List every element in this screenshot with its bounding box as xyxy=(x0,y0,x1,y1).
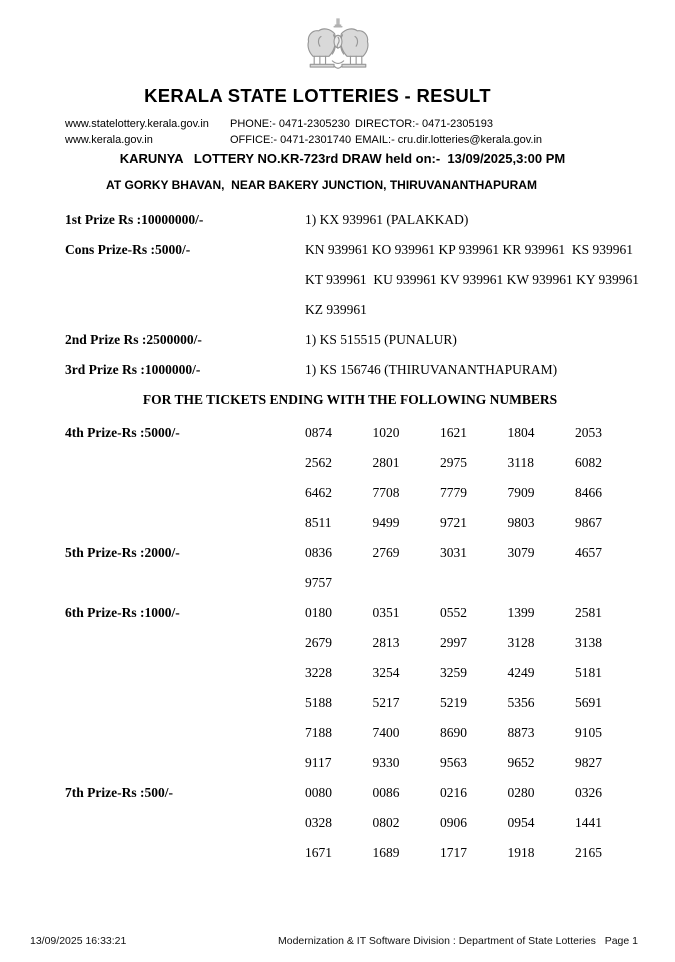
winning-number: 3079 xyxy=(507,545,535,560)
winning-numbers-row xyxy=(305,748,675,778)
winning-number-line: KT 939961 KU 939961 KV 939961 KW 939961 KY 939961 xyxy=(305,272,639,287)
winning-number: 7400 xyxy=(372,725,400,740)
winning-number: 3128 xyxy=(507,635,535,650)
winning-number: 3228 xyxy=(305,665,332,680)
draw-title-line: KARUNYA LOTTERY NO.KR-723rd DRAW held on:- 13/09/2025,3:00 PM xyxy=(119,151,566,166)
winning-number: 1804 xyxy=(507,425,535,440)
winning-number: 6082 xyxy=(575,455,602,470)
page-title: KERALA STATE LOTTERIES - RESULT xyxy=(144,85,491,106)
winning-numbers-row xyxy=(305,718,675,748)
office-phone-text: OFFICE:- 0471-2301740 xyxy=(230,134,352,146)
winning-number: 9330 xyxy=(372,755,400,770)
winning-number: 0552 xyxy=(440,605,467,620)
winning-number: 5356 xyxy=(507,695,535,710)
winning-number: 0906 xyxy=(440,815,467,830)
prize-row xyxy=(65,205,675,235)
winning-number: 3254 xyxy=(372,665,400,680)
winning-number: 0351 xyxy=(372,605,400,620)
ending-prize-row xyxy=(65,598,675,778)
ending-prizes-section xyxy=(0,418,675,868)
winning-number: 0216 xyxy=(440,785,467,800)
winning-number-line: 1) KX 939961 (PALAKKAD) xyxy=(305,212,469,227)
email-address-text: EMAIL:- cru.dir.lotteries@kerala.gov.in xyxy=(355,134,543,146)
winning-numbers-row xyxy=(305,688,675,718)
winning-number: 1689 xyxy=(372,845,400,860)
page-footer xyxy=(0,935,675,949)
winning-number: 1621 xyxy=(440,425,467,440)
contact-row xyxy=(65,132,675,148)
winning-number: 3118 xyxy=(507,455,534,470)
winning-number: 9721 xyxy=(440,515,467,530)
kerala-government-emblem-icon xyxy=(304,8,372,82)
winning-number: 0086 xyxy=(372,785,400,800)
lottery-result-page xyxy=(0,8,675,962)
winning-number: 4249 xyxy=(507,665,535,680)
prize-winning-numbers xyxy=(305,355,675,385)
winning-number: 3031 xyxy=(440,545,467,560)
ending-numbers-heading: FOR THE TICKETS ENDING WITH THE FOLLOWING NUMBERS xyxy=(142,392,558,407)
winning-number: 1717 xyxy=(440,845,467,860)
winning-numbers-row xyxy=(305,448,675,478)
winning-number: 5691 xyxy=(575,695,602,710)
prize-label: 1st Prize Rs :10000000/- xyxy=(65,212,204,227)
winning-number: 0836 xyxy=(305,545,332,560)
winning-number: 5217 xyxy=(372,695,400,710)
winning-number: 1918 xyxy=(507,845,535,860)
winning-number: 0080 xyxy=(305,785,332,800)
winning-number-line: 1) KS 156746 (THIRUVANANTHAPURAM) xyxy=(305,362,558,377)
top-prizes-section xyxy=(0,205,675,385)
winning-number: 9117 xyxy=(305,755,332,770)
winning-numbers-row xyxy=(305,838,675,868)
winning-number: 5188 xyxy=(305,695,332,710)
winning-number: 9652 xyxy=(507,755,535,770)
winning-number: 2801 xyxy=(372,455,400,470)
prize-label: 7th Prize-Rs :500/- xyxy=(65,785,173,800)
winning-number: 1441 xyxy=(575,815,602,830)
prize-label: Cons Prize-Rs :5000/- xyxy=(65,242,191,257)
winning-number: 8511 xyxy=(305,515,332,530)
winning-numbers-row xyxy=(305,658,675,688)
winning-number: 2769 xyxy=(372,545,400,560)
winning-number: 3138 xyxy=(575,635,602,650)
winning-number: 9563 xyxy=(440,755,467,770)
winning-number: 0280 xyxy=(507,785,535,800)
winning-number: 0326 xyxy=(575,785,602,800)
winning-number: 7188 xyxy=(305,725,332,740)
winning-number: 0874 xyxy=(305,425,332,440)
winning-numbers-row xyxy=(305,598,675,628)
prize-label: 6th Prize-Rs :1000/- xyxy=(65,605,180,620)
winning-number: 8873 xyxy=(507,725,535,740)
winning-number: 9757 xyxy=(305,575,332,590)
print-timestamp: 13/09/2025 16:33:21 xyxy=(30,935,127,947)
prize-label: 3rd Prize Rs :1000000/- xyxy=(65,362,201,377)
winning-number: 0802 xyxy=(372,815,400,830)
winning-numbers-grid xyxy=(305,418,675,538)
statelottery-website-text: www.statelottery.kerala.gov.in xyxy=(65,118,209,130)
kerala-website-text: www.kerala.gov.in xyxy=(65,134,153,146)
prize-row xyxy=(65,235,675,325)
winning-number: 0954 xyxy=(507,815,535,830)
winning-number: 2997 xyxy=(440,635,467,650)
winning-number: 5219 xyxy=(440,695,467,710)
winning-number: 9105 xyxy=(575,725,602,740)
contact-info-block xyxy=(0,116,675,148)
winning-numbers-grid xyxy=(305,778,675,868)
winning-numbers-row xyxy=(305,508,675,538)
ending-prize-row xyxy=(65,538,675,598)
winning-number: 0328 xyxy=(305,815,332,830)
winning-numbers-grid xyxy=(305,598,675,778)
winning-number: 0180 xyxy=(305,605,332,620)
prize-label: 2nd Prize Rs :2500000/- xyxy=(65,332,202,347)
contact-row xyxy=(65,116,675,132)
winning-number: 9827 xyxy=(575,755,602,770)
winning-number: 7779 xyxy=(440,485,467,500)
winning-numbers-row xyxy=(305,418,675,448)
phone-number-text: PHONE:- 0471-2305230 xyxy=(230,118,350,130)
winning-number: 2813 xyxy=(372,635,400,650)
ending-prize-row xyxy=(65,778,675,868)
winning-number: 7708 xyxy=(372,485,400,500)
prize-row xyxy=(65,325,675,355)
prize-label: 4th Prize-Rs :5000/- xyxy=(65,425,180,440)
winning-number: 2165 xyxy=(575,845,602,860)
footer-division-text: Modernization & IT Software Division : Department of State Lotteries xyxy=(278,935,596,947)
winning-number: 1671 xyxy=(305,845,332,860)
winning-number: 8690 xyxy=(440,725,467,740)
ending-prize-row xyxy=(65,418,675,538)
winning-numbers-row xyxy=(305,568,675,598)
winning-numbers-row xyxy=(305,778,675,808)
winning-number: 1020 xyxy=(372,425,400,440)
winning-number-line: KZ 939961 xyxy=(305,302,367,317)
prize-row xyxy=(65,355,675,385)
prize-winning-numbers xyxy=(305,235,675,325)
winning-numbers-row xyxy=(305,478,675,508)
venue-line: AT GORKY BHAVAN, NEAR BAKERY JUNCTION, THIRUVANANTHAPURAM xyxy=(106,178,537,192)
winning-number: 2581 xyxy=(575,605,602,620)
winning-number: 5181 xyxy=(575,665,602,680)
winning-number: 2562 xyxy=(305,455,332,470)
winning-number: 3259 xyxy=(440,665,467,680)
winning-number: 7909 xyxy=(507,485,535,500)
winning-number: 9803 xyxy=(507,515,535,530)
winning-number-line: KN 939961 KO 939961 KP 939961 KR 939961 KS 939961 xyxy=(305,242,634,257)
winning-numbers-row xyxy=(305,628,675,658)
winning-number: 2053 xyxy=(575,425,602,440)
winning-number: 1399 xyxy=(507,605,535,620)
director-phone-text: DIRECTOR:- 0471-2305193 xyxy=(355,118,493,130)
winning-numbers-grid xyxy=(305,538,675,598)
winning-number: 9499 xyxy=(372,515,400,530)
prize-winning-numbers xyxy=(305,205,675,235)
winning-number: 4657 xyxy=(575,545,602,560)
winning-number: 2975 xyxy=(440,455,467,470)
prize-label: 5th Prize-Rs :2000/- xyxy=(65,545,180,560)
winning-number-line: 1) KS 515515 (PUNALUR) xyxy=(305,332,457,347)
prize-winning-numbers xyxy=(305,325,675,355)
winning-numbers-row xyxy=(305,808,675,838)
winning-number: 6462 xyxy=(305,485,332,500)
winning-number: 2679 xyxy=(305,635,332,650)
page-number: Page 1 xyxy=(604,935,638,947)
winning-numbers-row xyxy=(305,538,675,568)
winning-number: 9867 xyxy=(575,515,602,530)
winning-number: 8466 xyxy=(575,485,602,500)
